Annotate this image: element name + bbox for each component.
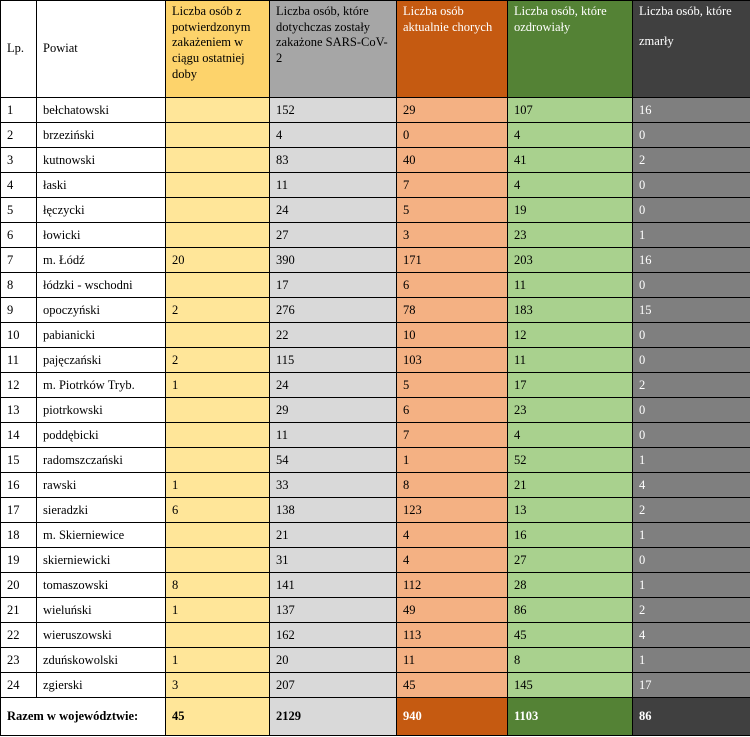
cell-recovered: 28 <box>508 573 633 598</box>
cell-recovered: 145 <box>508 673 633 698</box>
table-row <box>1 648 750 673</box>
cell-recovered: 4 <box>508 123 633 148</box>
cell-lp: 23 <box>1 648 37 673</box>
cell-total-cases: 11 <box>270 423 397 448</box>
cell-lp: 2 <box>1 123 37 148</box>
cell-deaths: 16 <box>633 98 750 123</box>
cell-total-cases: 22 <box>270 323 397 348</box>
cell-powiat: m. Łódź <box>37 248 166 273</box>
cell-total-cases: 29 <box>270 398 397 423</box>
cell-new-cases: 1 <box>166 598 270 623</box>
cell-new-cases <box>166 323 270 348</box>
cell-powiat: piotrkowski <box>37 398 166 423</box>
cell-total-cases: 4 <box>270 123 397 148</box>
cell-new-cases <box>166 523 270 548</box>
cell-recovered: 27 <box>508 548 633 573</box>
table-row <box>1 323 750 348</box>
cell-total-cases: 17 <box>270 273 397 298</box>
cell-lp: 21 <box>1 598 37 623</box>
cell-total-cases: 24 <box>270 373 397 398</box>
totals-label: Razem w województwie: <box>1 698 166 736</box>
cell-new-cases: 8 <box>166 573 270 598</box>
cell-total-cases: 54 <box>270 448 397 473</box>
totals-row <box>1 698 750 736</box>
cell-active-cases: 5 <box>397 198 508 223</box>
cell-powiat: m. Piotrków Tryb. <box>37 373 166 398</box>
cell-active-cases: 7 <box>397 173 508 198</box>
table-row <box>1 598 750 623</box>
cell-powiat: łaski <box>37 173 166 198</box>
cell-active-cases: 6 <box>397 273 508 298</box>
cell-lp: 7 <box>1 248 37 273</box>
cell-active-cases: 5 <box>397 373 508 398</box>
cell-new-cases: 2 <box>166 298 270 323</box>
cell-total-cases: 21 <box>270 523 397 548</box>
cell-lp: 10 <box>1 323 37 348</box>
cell-active-cases: 1 <box>397 448 508 473</box>
table-row <box>1 523 750 548</box>
cell-recovered: 11 <box>508 348 633 373</box>
cell-active-cases: 11 <box>397 648 508 673</box>
cell-deaths: 1 <box>633 648 750 673</box>
table-row <box>1 548 750 573</box>
cell-new-cases <box>166 198 270 223</box>
cell-total-cases: 162 <box>270 623 397 648</box>
cell-lp: 1 <box>1 98 37 123</box>
cell-powiat: poddębicki <box>37 423 166 448</box>
cell-lp: 13 <box>1 398 37 423</box>
header-deaths <box>633 1 750 98</box>
cell-lp: 14 <box>1 423 37 448</box>
table-body <box>1 98 750 698</box>
cell-powiat: sieradzki <box>37 498 166 523</box>
cell-recovered: 13 <box>508 498 633 523</box>
cell-deaths: 2 <box>633 598 750 623</box>
table-row <box>1 198 750 223</box>
table-row <box>1 123 750 148</box>
table-row <box>1 173 750 198</box>
cell-total-cases: 11 <box>270 173 397 198</box>
cell-active-cases: 49 <box>397 598 508 623</box>
table-row <box>1 673 750 698</box>
header-recovered: Liczba osób, które ozdrowiały <box>508 1 633 98</box>
cell-lp: 17 <box>1 498 37 523</box>
cell-lp: 18 <box>1 523 37 548</box>
header-new-cases: Liczba osób z potwierdzonym zakażeniem w ciągu ostatniej doby <box>166 1 270 98</box>
cell-active-cases: 6 <box>397 398 508 423</box>
cell-powiat: opoczyński <box>37 298 166 323</box>
cell-recovered: 12 <box>508 323 633 348</box>
cell-deaths: 15 <box>633 298 750 323</box>
cell-new-cases <box>166 398 270 423</box>
cell-total-cases: 390 <box>270 248 397 273</box>
cell-recovered: 4 <box>508 423 633 448</box>
header-row <box>1 1 750 98</box>
cell-active-cases: 0 <box>397 123 508 148</box>
cell-lp: 9 <box>1 298 37 323</box>
cell-active-cases: 40 <box>397 148 508 173</box>
cell-recovered: 45 <box>508 623 633 648</box>
cell-powiat: pajęczański <box>37 348 166 373</box>
table-row <box>1 473 750 498</box>
cell-active-cases: 112 <box>397 573 508 598</box>
cell-new-cases <box>166 123 270 148</box>
cell-deaths: 0 <box>633 423 750 448</box>
table-row <box>1 98 750 123</box>
cell-new-cases <box>166 548 270 573</box>
cell-recovered: 23 <box>508 398 633 423</box>
cell-lp: 22 <box>1 623 37 648</box>
cell-active-cases: 113 <box>397 623 508 648</box>
cell-recovered: 203 <box>508 248 633 273</box>
table-row <box>1 373 750 398</box>
cell-deaths: 1 <box>633 523 750 548</box>
cell-active-cases: 123 <box>397 498 508 523</box>
cell-total-cases: 137 <box>270 598 397 623</box>
table-row <box>1 423 750 448</box>
totals-total: 2129 <box>270 698 397 736</box>
cell-new-cases: 3 <box>166 673 270 698</box>
cell-recovered: 86 <box>508 598 633 623</box>
cell-lp: 3 <box>1 148 37 173</box>
cell-active-cases: 10 <box>397 323 508 348</box>
cell-powiat: rawski <box>37 473 166 498</box>
cell-total-cases: 24 <box>270 198 397 223</box>
cell-powiat: łęczycki <box>37 198 166 223</box>
cell-active-cases: 4 <box>397 548 508 573</box>
cell-active-cases: 4 <box>397 523 508 548</box>
cell-lp: 5 <box>1 198 37 223</box>
cell-lp: 20 <box>1 573 37 598</box>
cell-deaths: 17 <box>633 673 750 698</box>
table-row <box>1 498 750 523</box>
cell-deaths: 0 <box>633 173 750 198</box>
cell-deaths: 0 <box>633 548 750 573</box>
cell-total-cases: 27 <box>270 223 397 248</box>
cell-recovered: 183 <box>508 298 633 323</box>
cell-new-cases <box>166 623 270 648</box>
cell-powiat: pabianicki <box>37 323 166 348</box>
cell-recovered: 21 <box>508 473 633 498</box>
cell-active-cases: 45 <box>397 673 508 698</box>
cell-recovered: 52 <box>508 448 633 473</box>
cell-lp: 24 <box>1 673 37 698</box>
cell-lp: 8 <box>1 273 37 298</box>
cell-lp: 11 <box>1 348 37 373</box>
cell-new-cases: 20 <box>166 248 270 273</box>
header-total-cases: Liczba osób, które dotychczas zostały zakażone SARS-CoV-2 <box>270 1 397 98</box>
cell-new-cases <box>166 223 270 248</box>
cell-powiat: zgierski <box>37 673 166 698</box>
cell-total-cases: 20 <box>270 648 397 673</box>
cell-deaths: 1 <box>633 573 750 598</box>
cell-recovered: 107 <box>508 98 633 123</box>
cell-active-cases: 29 <box>397 98 508 123</box>
header-powiat: Powiat <box>37 1 166 98</box>
table-row <box>1 273 750 298</box>
cell-lp: 15 <box>1 448 37 473</box>
cell-recovered: 17 <box>508 373 633 398</box>
cell-deaths: 1 <box>633 448 750 473</box>
cell-new-cases: 1 <box>166 473 270 498</box>
header-deaths-line2: zmarły <box>639 33 674 48</box>
cell-powiat: kutnowski <box>37 148 166 173</box>
cell-active-cases: 103 <box>397 348 508 373</box>
cell-recovered: 4 <box>508 173 633 198</box>
cell-deaths: 4 <box>633 623 750 648</box>
cell-deaths: 0 <box>633 323 750 348</box>
cell-deaths: 2 <box>633 373 750 398</box>
cell-new-cases <box>166 448 270 473</box>
cell-recovered: 11 <box>508 273 633 298</box>
cell-new-cases: 1 <box>166 373 270 398</box>
cell-deaths: 4 <box>633 473 750 498</box>
table-row <box>1 148 750 173</box>
cell-deaths: 1 <box>633 223 750 248</box>
table-row <box>1 398 750 423</box>
cell-recovered: 8 <box>508 648 633 673</box>
cell-powiat: radomszczański <box>37 448 166 473</box>
totals-active: 940 <box>397 698 508 736</box>
header-lp: Lp. <box>1 1 37 98</box>
cell-total-cases: 138 <box>270 498 397 523</box>
cell-new-cases <box>166 98 270 123</box>
cell-lp: 16 <box>1 473 37 498</box>
cell-deaths: 0 <box>633 398 750 423</box>
totals-deaths: 86 <box>633 698 750 736</box>
cell-new-cases: 1 <box>166 648 270 673</box>
cell-recovered: 19 <box>508 198 633 223</box>
table-row <box>1 298 750 323</box>
cell-recovered: 16 <box>508 523 633 548</box>
totals-new: 45 <box>166 698 270 736</box>
cell-total-cases: 31 <box>270 548 397 573</box>
table-row <box>1 573 750 598</box>
cell-total-cases: 33 <box>270 473 397 498</box>
cell-lp: 12 <box>1 373 37 398</box>
cell-powiat: łódzki - wschodni <box>37 273 166 298</box>
cell-powiat: bełchatowski <box>37 98 166 123</box>
cell-total-cases: 83 <box>270 148 397 173</box>
cell-deaths: 0 <box>633 273 750 298</box>
cell-new-cases <box>166 273 270 298</box>
table-row <box>1 248 750 273</box>
cell-total-cases: 141 <box>270 573 397 598</box>
cell-lp: 4 <box>1 173 37 198</box>
cell-powiat: wieluński <box>37 598 166 623</box>
table-row <box>1 623 750 648</box>
cell-active-cases: 78 <box>397 298 508 323</box>
cell-deaths: 16 <box>633 248 750 273</box>
table-row <box>1 448 750 473</box>
cell-recovered: 23 <box>508 223 633 248</box>
cell-lp: 19 <box>1 548 37 573</box>
cell-active-cases: 171 <box>397 248 508 273</box>
cell-total-cases: 207 <box>270 673 397 698</box>
cell-deaths: 0 <box>633 198 750 223</box>
cell-active-cases: 8 <box>397 473 508 498</box>
cell-powiat: skierniewicki <box>37 548 166 573</box>
cell-total-cases: 115 <box>270 348 397 373</box>
cell-deaths: 0 <box>633 123 750 148</box>
cell-new-cases <box>166 173 270 198</box>
cell-powiat: zduńskowolski <box>37 648 166 673</box>
cell-new-cases: 6 <box>166 498 270 523</box>
cell-deaths: 2 <box>633 148 750 173</box>
header-deaths-line1: Liczba osób, które <box>639 4 732 18</box>
cell-powiat: wieruszowski <box>37 623 166 648</box>
cell-deaths: 0 <box>633 348 750 373</box>
cell-total-cases: 152 <box>270 98 397 123</box>
totals-recovered: 1103 <box>508 698 633 736</box>
cell-total-cases: 276 <box>270 298 397 323</box>
cell-new-cases <box>166 148 270 173</box>
cell-powiat: brzeziński <box>37 123 166 148</box>
cell-powiat: m. Skierniewice <box>37 523 166 548</box>
cell-powiat: łowicki <box>37 223 166 248</box>
table-row <box>1 348 750 373</box>
cell-new-cases <box>166 423 270 448</box>
cell-powiat: tomaszowski <box>37 573 166 598</box>
cell-lp: 6 <box>1 223 37 248</box>
cell-active-cases: 7 <box>397 423 508 448</box>
header-active-cases: Liczba osób aktualnie chorych <box>397 1 508 98</box>
cell-new-cases: 2 <box>166 348 270 373</box>
cell-active-cases: 3 <box>397 223 508 248</box>
cell-deaths: 2 <box>633 498 750 523</box>
cell-recovered: 41 <box>508 148 633 173</box>
table-row <box>1 223 750 248</box>
